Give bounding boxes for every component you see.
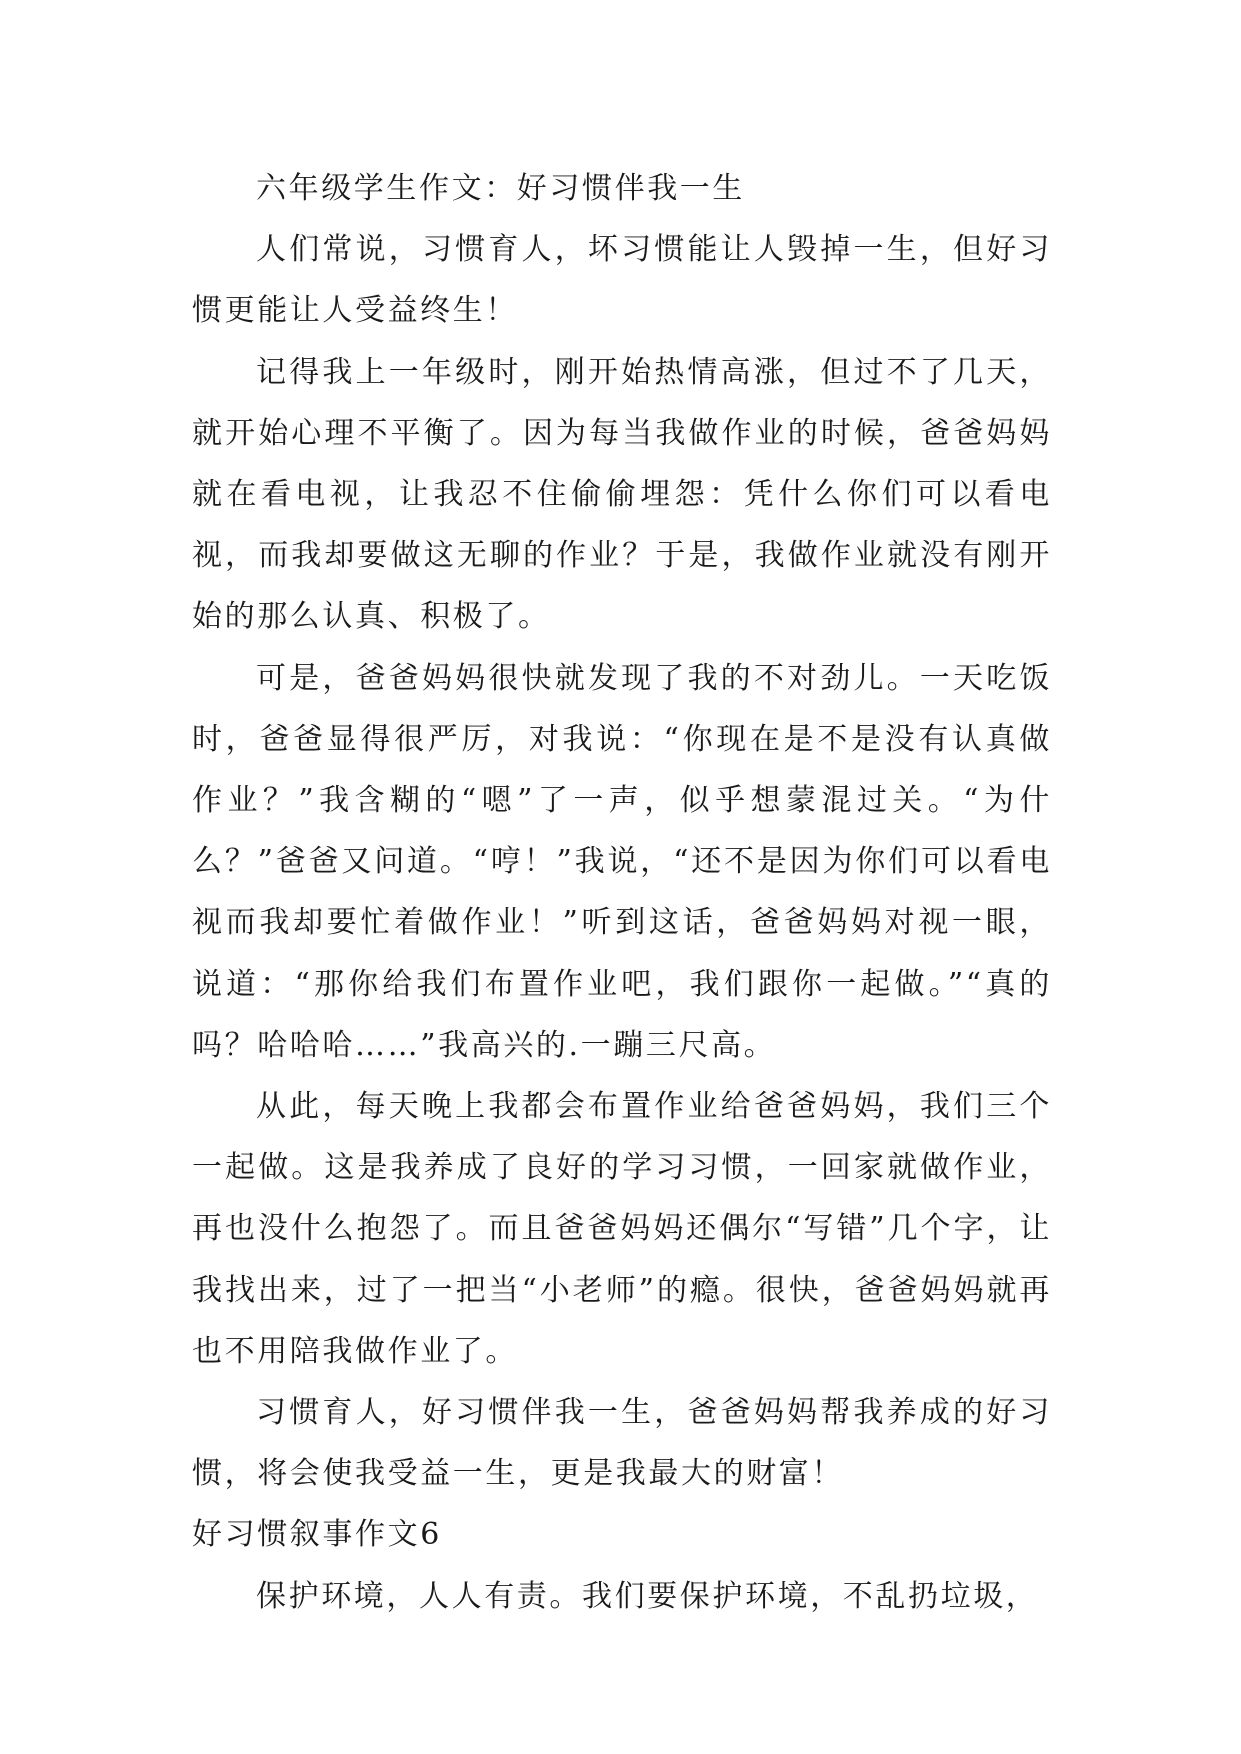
section-heading: 好习惯叙事作文6 <box>192 1517 442 1553</box>
paragraph-1: 人们常说，习惯育人，坏习惯能让人毁掉一生，但好习惯更能让人受益终生！ <box>192 232 1052 329</box>
essay-title: 六年级学生作文：好习惯伴我一生 <box>256 171 745 206</box>
paragraph-6: 保护环境，人人有责。我们要保护环境，不乱扔垃圾， <box>256 1578 1039 1614</box>
paragraph-2: 记得我上一年级时，刚开始热情高涨，但过不了几天，就开始心理不平衡了。因为每当我做作业的时候，爸爸妈妈就在看电视，让我忍不住偷偷埋怨：凭什么你们可以看电视，而我却要做这无聊的作业？于是，我做作业就没有刚开始的那么认真、积极了。 <box>192 354 1052 635</box>
paragraph-5: 习惯育人，好习惯伴我一生，爸爸妈妈帮我养成的好习惯，将会使我受益一生，更是我最大的财富！ <box>192 1395 1052 1492</box>
paragraph-3: 可是，爸爸妈妈很快就发现了我的不对劲儿。一天吃饭时，爸爸显得很严厉，对我说：“你现在是不是没有认真做作业？”我含糊的“嗯”了一声，似乎想蒙混过关。“为什么？”爸爸又问道。“哼！”我说，“还不是因为你们可以看电视而我却要忙着做作业！”听到这话，爸爸妈妈对视一眼，说道：“那你给我们布置作业吧，我们跟你一起做。”“真的吗？哈哈哈……”我高兴的.一蹦三尺高。 <box>192 660 1052 1063</box>
paragraph-4: 从此，每天晚上我都会布置作业给爸爸妈妈，我们三个一起做。这是我养成了良好的学习习惯，一回家就做作业，再也没什么抱怨了。而且爸爸妈妈还偶尔“写错”几个字，让我找出来，过了一把当“小老师”的瘾。很快，爸爸妈妈就再也不用陪我做作业了。 <box>192 1089 1052 1369</box>
document-body <box>192 158 1052 1627</box>
